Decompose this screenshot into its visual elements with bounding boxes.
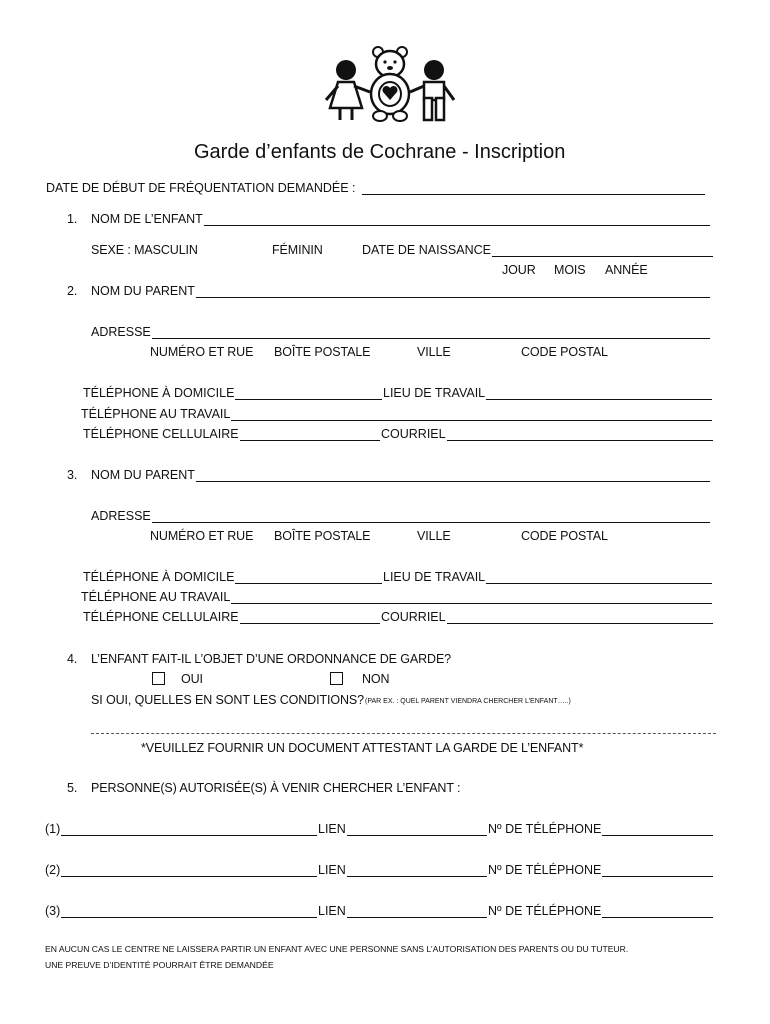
parent2-name-line[interactable] (196, 469, 710, 482)
parent2-workplace-field[interactable] (383, 570, 713, 584)
parent2-address-label: ADRESSE (91, 509, 151, 523)
custody-question: L’ENFANT FAIT-IL L’OBJET D’UNE ORDONNANCE DE GARDE? (91, 652, 452, 666)
child-name-field[interactable] (91, 212, 711, 226)
authorized-2-phone-label: Nº DE TÉLÉPHONE (488, 863, 602, 877)
parent2-street-label: NUMÉRO ET RUE (150, 529, 254, 543)
authorized-2-link-field[interactable] (318, 863, 488, 877)
parent2-pobox-label: BOÎTE POSTALE (274, 529, 371, 543)
authorized-3-phone-line[interactable] (602, 905, 713, 918)
parent2-city-label: VILLE (417, 529, 451, 543)
parent1-cell-phone-field[interactable] (83, 427, 381, 441)
authorized-3-link-line[interactable] (347, 905, 487, 918)
parent1-pobox-label: BOÎTE POSTALE (274, 345, 371, 359)
parent1-email-label: COURRIEL (381, 427, 446, 441)
parent1-cell-phone-label: TÉLÉPHONE CELLULAIRE (83, 427, 239, 441)
authorized-3-link-field[interactable] (318, 904, 488, 918)
child-name-line[interactable] (204, 213, 710, 226)
parent2-work-phone-label: TÉLÉPHONE AU TRAVAIL (81, 590, 231, 604)
section-2-number: 2. (67, 284, 78, 298)
authorized-2-index: (2) (45, 863, 61, 877)
parent1-work-phone-label: TÉLÉPHONE AU TRAVAIL (81, 407, 231, 421)
parent2-cell-phone-field[interactable] (83, 610, 381, 624)
section-5-number: 5. (67, 781, 78, 795)
parent2-email-label: COURRIEL (381, 610, 446, 624)
dob-year-label: ANNÉE (605, 263, 648, 277)
start-date-field[interactable] (46, 181, 706, 195)
parent2-email-field[interactable] (381, 610, 714, 624)
authorized-persons-label: PERSONNE(S) AUTORISÉE(S) À VENIR CHERCHER L’ENFANT : (91, 781, 461, 795)
authorized-1-link-field[interactable] (318, 822, 488, 836)
dob-line[interactable] (492, 244, 713, 257)
parent1-work-phone-field[interactable] (81, 407, 713, 421)
authorized-2-name-line[interactable] (61, 864, 317, 877)
authorized-1-phone-label: Nº DE TÉLÉPHONE (488, 822, 602, 836)
dob-day-label: JOUR (502, 263, 536, 277)
custody-yes-label: OUI (181, 672, 203, 686)
parent2-cell-phone-line[interactable] (240, 611, 380, 624)
footer-warning: EN AUCUN CAS LE CENTRE NE LAISSERA PARTIR UN ENFANT AVEC UNE PERSONNE SANS L’AUTORISATION DES PARENTS OU DU TUTEUR. (45, 944, 629, 954)
parent2-address-field[interactable] (91, 509, 711, 523)
parent1-name-field[interactable] (91, 284, 711, 298)
custody-conditions-line[interactable] (91, 733, 716, 734)
custody-conditions-label: SI OUI, QUELLES EN SONT LES CONDITIONS? (91, 693, 365, 707)
authorized-1-phone-line[interactable] (602, 823, 713, 836)
sex-masculine-label: SEXE : MASCULIN (91, 243, 198, 257)
authorized-1-link-label: LIEN (318, 822, 346, 836)
custody-no-label: NON (362, 672, 390, 686)
parent2-cell-phone-label: TÉLÉPHONE CELLULAIRE (83, 610, 239, 624)
parent2-home-phone-label: TÉLÉPHONE À DOMICILE (83, 570, 235, 584)
authorized-3-name-field[interactable] (45, 904, 318, 918)
parent2-address-line[interactable] (152, 510, 710, 523)
parent1-home-phone-label: TÉLÉPHONE À DOMICILE (83, 386, 235, 400)
parent2-home-phone-field[interactable] (83, 570, 383, 584)
page-title: Garde d’enfants de Cochrane - Inscription (194, 141, 566, 163)
parent1-address-line[interactable] (152, 326, 710, 339)
authorized-1-name-line[interactable] (61, 823, 317, 836)
start-date-label: DATE DE DÉBUT DE FRÉQUENTATION DEMANDÉE : (46, 181, 356, 195)
parent2-work-phone-line[interactable] (231, 591, 712, 604)
children-and-bear-logo (322, 42, 460, 124)
footer-id-note: UNE PREUVE D’IDENTITÉ POURRAIT ÊTRE DEMANDÉE (45, 960, 274, 970)
authorized-2-link-label: LIEN (318, 863, 346, 877)
parent2-workplace-line[interactable] (486, 571, 712, 584)
parent1-postal-label: CODE POSTAL (521, 345, 608, 359)
authorized-1-name-field[interactable] (45, 822, 318, 836)
section-1-number: 1. (67, 212, 78, 226)
section-4-number: 4. (67, 652, 78, 666)
authorized-3-link-label: LIEN (318, 904, 346, 918)
parent1-address-field[interactable] (91, 325, 711, 339)
parent1-home-phone-line[interactable] (235, 387, 382, 400)
authorized-2-link-line[interactable] (347, 864, 487, 877)
authorized-3-name-line[interactable] (61, 905, 317, 918)
authorized-3-phone-field[interactable] (488, 904, 714, 918)
dob-month-label: MOIS (554, 263, 586, 277)
parent2-email-line[interactable] (447, 611, 713, 624)
parent1-address-label: ADRESSE (91, 325, 151, 339)
parent2-home-phone-line[interactable] (235, 571, 382, 584)
authorized-1-phone-field[interactable] (488, 822, 714, 836)
parent1-workplace-label: LIEU DE TRAVAIL (383, 386, 486, 400)
parent1-work-phone-line[interactable] (231, 408, 712, 421)
start-date-line[interactable] (362, 182, 705, 195)
sex-feminine-label: FÉMININ (272, 243, 323, 257)
parent2-work-phone-field[interactable] (81, 590, 713, 604)
parent2-name-label: NOM DU PARENT (91, 468, 195, 482)
custody-no-checkbox[interactable] (330, 672, 343, 685)
parent1-name-line[interactable] (196, 285, 710, 298)
parent1-workplace-field[interactable] (383, 386, 713, 400)
parent1-email-line[interactable] (447, 428, 713, 441)
dob-label: DATE DE NAISSANCE (362, 243, 491, 257)
authorized-3-index: (3) (45, 904, 61, 918)
authorized-3-phone-label: Nº DE TÉLÉPHONE (488, 904, 602, 918)
parent1-name-label: NOM DU PARENT (91, 284, 195, 298)
custody-document-note: *VEUILLEZ FOURNIR UN DOCUMENT ATTESTANT LA GARDE DE L’ENFANT* (141, 741, 584, 755)
section-3-number: 3. (67, 468, 78, 482)
parent2-name-field[interactable] (91, 468, 711, 482)
authorized-2-phone-field[interactable] (488, 863, 714, 877)
authorized-1-index: (1) (45, 822, 61, 836)
parent1-workplace-line[interactable] (486, 387, 712, 400)
parent1-street-label: NUMÉRO ET RUE (150, 345, 254, 359)
parent2-workplace-label: LIEU DE TRAVAIL (383, 570, 486, 584)
authorized-2-name-field[interactable] (45, 863, 318, 877)
authorized-2-phone-line[interactable] (602, 864, 713, 877)
parent1-home-phone-field[interactable] (83, 386, 383, 400)
child-name-label: NOM DE L’ENFANT (91, 212, 203, 226)
parent1-email-field[interactable] (381, 427, 714, 441)
dob-field[interactable] (362, 243, 714, 257)
parent1-city-label: VILLE (417, 345, 451, 359)
parent2-postal-label: CODE POSTAL (521, 529, 608, 543)
custody-conditions-example: (PAR EX. : QUEL PARENT VIENDRA CHERCHER L’ENFANT…..) (365, 698, 571, 705)
authorized-1-link-line[interactable] (347, 823, 487, 836)
custody-yes-checkbox[interactable] (152, 672, 165, 685)
parent1-cell-phone-line[interactable] (240, 428, 380, 441)
